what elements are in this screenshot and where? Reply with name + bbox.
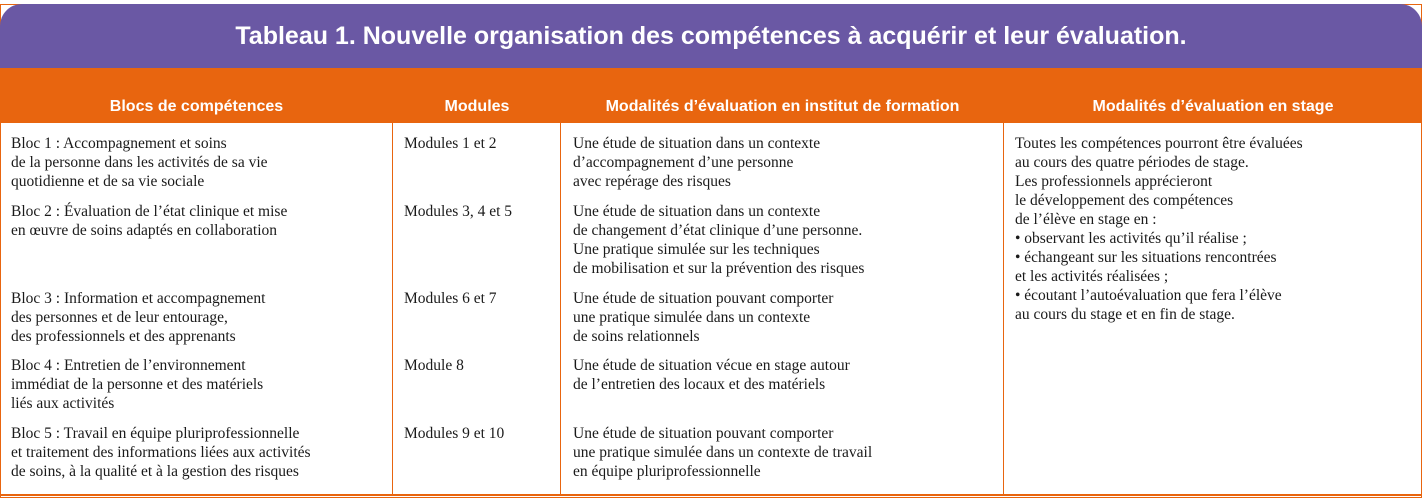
bloc-cell-5: Bloc 5 : Travail en équipe pluriprofessionnelle et traitement des informations liées aux activités de soins, à la qualité et à la gestion des risques: [11, 425, 311, 480]
bloc-cell-2: Bloc 2 : Évaluation de l’état clinique et mise en œuvre de soins adaptés en collaboration: [11, 203, 288, 239]
column-divider: [392, 91, 393, 495]
modules-cell-1: Modules 1 et 2: [404, 135, 497, 152]
column-divider: [560, 91, 561, 495]
stage-cell: Toutes les compétences pourront être évaluées au cours des quatre périodes de stage. Les professionnels apprécieront le développement des compétences de l’élève en stage en : • observant les activités qu’il réalise ; • échangeant sur les situations rencontrées et les activités réalisées ; • écoutant l’autoévaluation que fera l’élève au cours du stage et en fin de stage.: [1015, 135, 1303, 323]
modules-cell-5: Modules 9 et 10: [404, 425, 505, 442]
modules-cell-2: Modules 3, 4 et 5: [404, 203, 513, 220]
institut-cell-5: Une étude de situation pouvant comporter une pratique simulée dans un contexte de travail en équipe pluriprofessionnelle: [573, 425, 873, 480]
column-header-modules: Modules: [444, 98, 510, 115]
bloc-cell-4: Bloc 4 : Entretien de l’environnement immédiat de la personne et des matériels liés aux activités: [11, 357, 264, 412]
column-header-blocs: Blocs de compétences: [109, 98, 284, 115]
table-title: Tableau 1. Nouvelle organisation des compétences à acquérir et leur évaluation.: [235, 21, 1187, 50]
table-bottom-border: [0, 494, 1422, 496]
institut-cell-1: Une étude de situation dans un contexte d’accompagnement d’une personne avec repérage des risques: [573, 135, 821, 190]
table-title-bar: [0, 4, 1422, 68]
institut-cell-2: Une étude de situation dans un contexte de changement d’état clinique d’une personne. Une pratique simulée sur les techniques de mobilisation et sur la prévention des risques: [573, 203, 865, 277]
column-divider: [1003, 91, 1004, 495]
bloc-cell-1: Bloc 1 : Accompagnement et soins de la personne dans les activités de sa vie quotidienne et de sa vie sociale: [11, 135, 268, 190]
institut-cell-3: Une étude de situation pouvant comporter une pratique simulée dans un contexte de soins relationnels: [573, 290, 834, 345]
header-band-top: [0, 68, 1422, 91]
modules-cell-4: Module 8: [404, 357, 464, 374]
column-header-institut: Modalités d’évaluation en institut de formation: [605, 98, 960, 115]
column-header-stage: Modalités d’évaluation en stage: [1092, 98, 1334, 115]
bloc-cell-3: Bloc 3 : Information et accompagnement des personnes et de leur entourage, des professionnels et des apprenants: [11, 290, 266, 345]
modules-cell-3: Modules 6 et 7: [404, 290, 497, 307]
institut-cell-4: Une étude de situation vécue en stage autour de l’entretien des locaux et des matériels: [573, 357, 850, 393]
